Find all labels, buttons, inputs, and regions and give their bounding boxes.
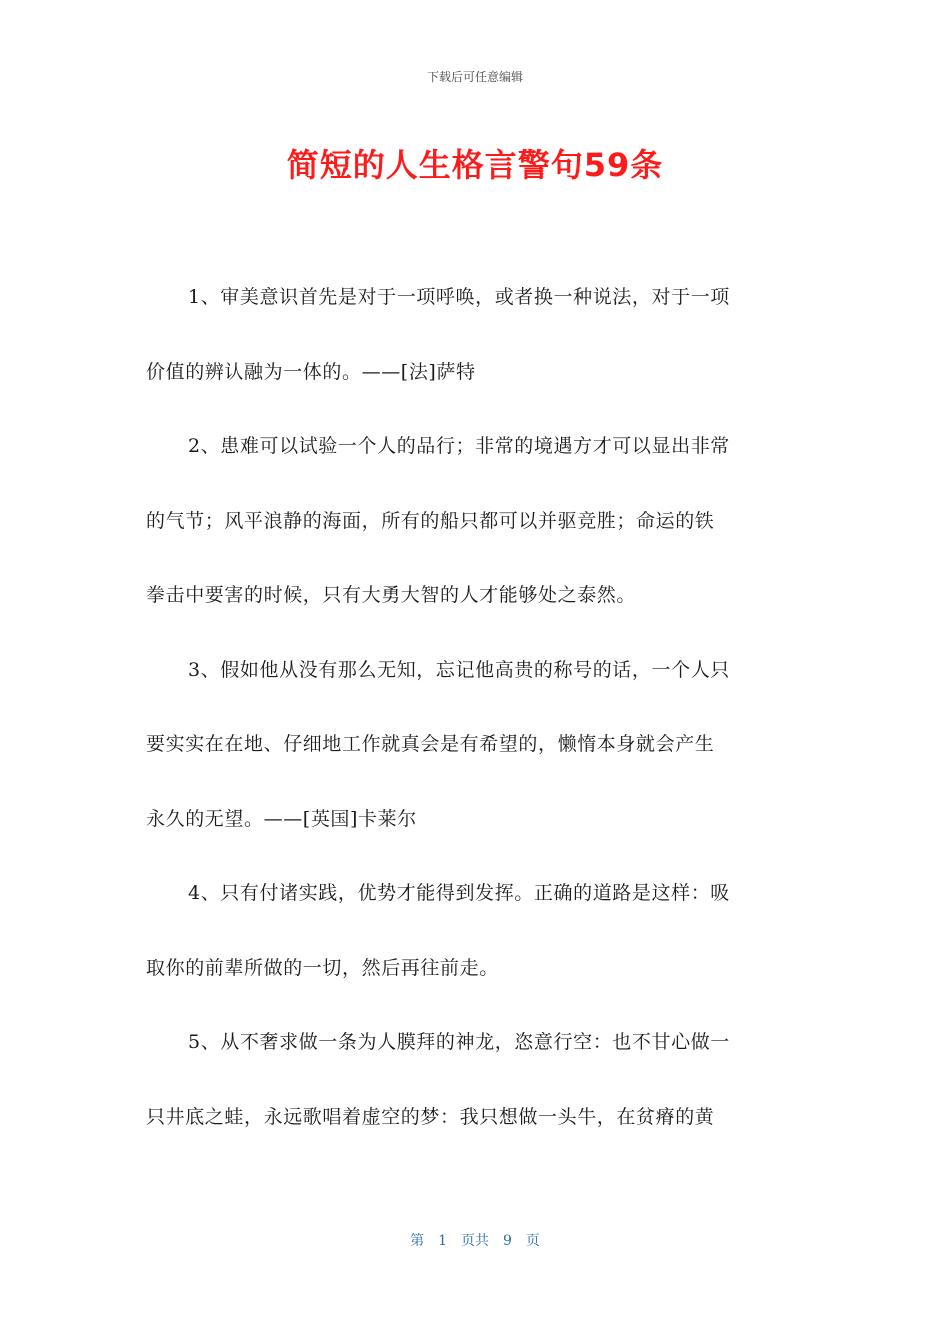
paragraph-3-line-3: 永久的无望。——[英国]卡莱尔 [146, 807, 417, 830]
document-title: 简短的人生格言警句59条 [286, 146, 664, 184]
paragraph-2-line-1: 2、患难可以试验一个人的品行；非常的境遇方才可以显出非常 [188, 435, 730, 457]
paragraph-1-line-2: 价值的辨认融为一体的。——[法]萨特 [146, 360, 476, 383]
paragraph-3-line-1: 3、假如他从没有那么无知，忘记他高贵的称号的话，一个人只 [188, 658, 730, 681]
document-body [146, 270, 808, 1164]
paragraph-2-line-3: 拳击中要害的时候，只有大勇大智的人才能够处之泰然。 [146, 584, 637, 606]
paragraph-5-line-1: 5、从不奢求做一条为人膜拜的神龙，恣意行空：也不甘心做一 [188, 1031, 730, 1053]
paragraph-5-line-2: 只井底之蛙，永远歌唱着虚空的梦：我只想做一头牛，在贫瘠的黄 [146, 1105, 715, 1128]
page-footer: 第 1 页共 9 页 [410, 1233, 540, 1249]
paragraph-4-line-1: 4、只有付诸实践，优势才能得到发挥。正确的道路是这样：吸 [188, 882, 730, 904]
header-note: 下载后可任意编辑 [426, 70, 523, 84]
paragraph-4-line-2: 取你的前辈所做的一切，然后再往前走。 [146, 956, 499, 979]
paragraph-2-line-2: 的气节；风平浪静的海面，所有的船只都可以并驱竞胜；命运的铁 [146, 509, 715, 532]
paragraph-1-line-1: 1、审美意识首先是对于一项呼唤，或者换一种说法，对于一项 [188, 286, 730, 308]
paragraph-3-line-2: 要实实在在地、仔细地工作就真会是有希望的，懒惰本身就会产生 [146, 733, 715, 755]
